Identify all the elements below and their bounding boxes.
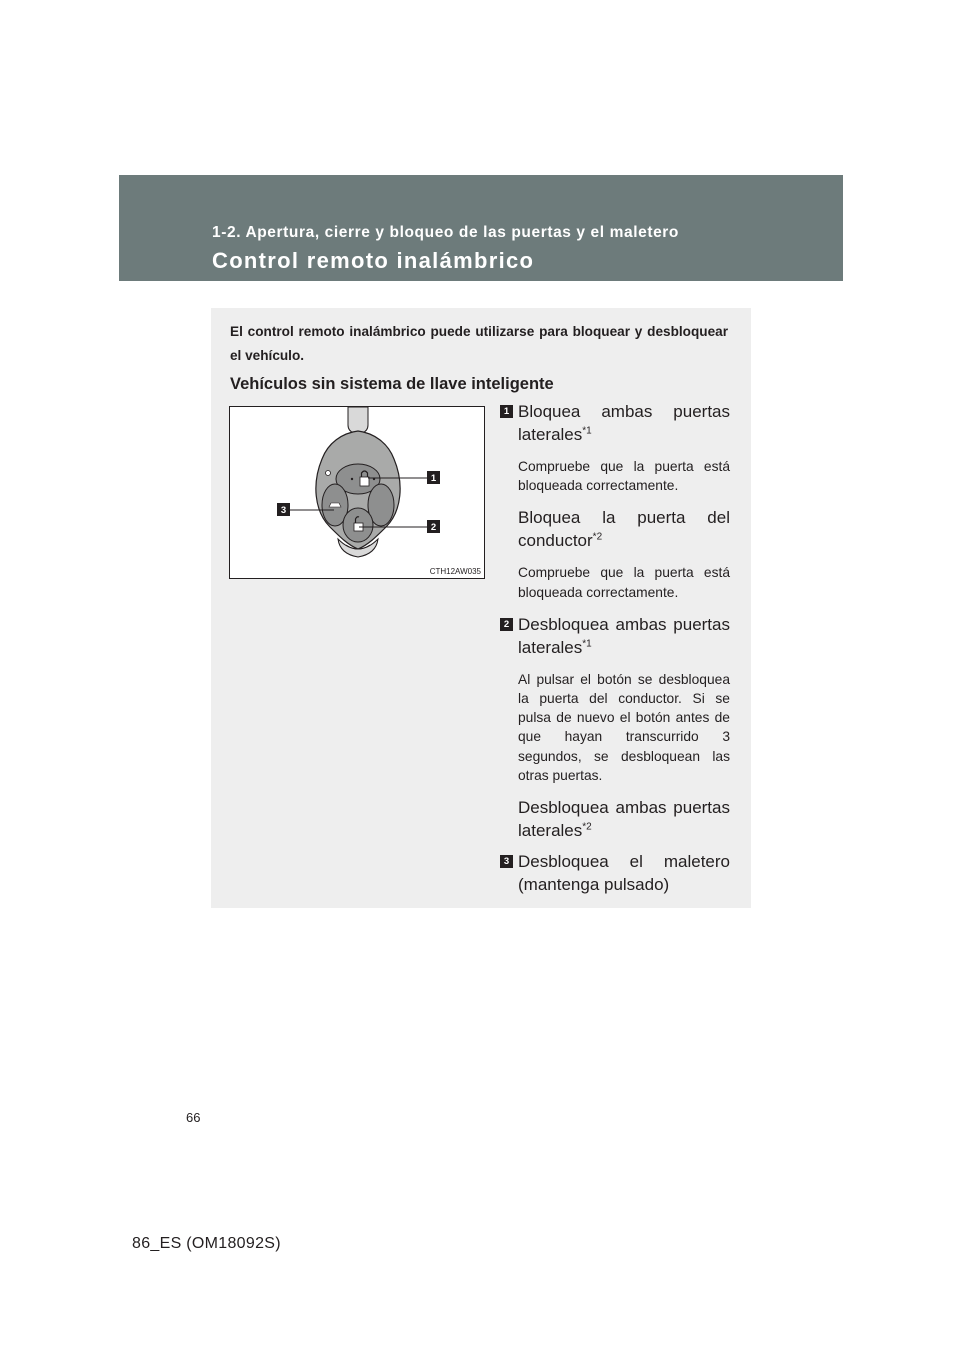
item-note: Compruebe que la puerta está bloqueada correctamente. bbox=[518, 459, 730, 494]
list-item bbox=[500, 613, 730, 842]
item-number-badge: 1 bbox=[500, 405, 513, 418]
item-title: Bloquea ambas puertas laterales$^{*1}$ bbox=[518, 402, 730, 444]
remote-key-illustration bbox=[230, 407, 484, 578]
page-title: Control remoto inalámbrico bbox=[212, 248, 535, 273]
intro-text: El control remoto inalámbrico puede utilizarse para bloquear y desbloquear el vehículo. bbox=[230, 324, 728, 363]
item-title: Desbloquea el maletero (mantenga pulsado) bbox=[518, 852, 730, 895]
list-item bbox=[500, 850, 730, 896]
content-box bbox=[211, 308, 751, 908]
item-number-badge: 2 bbox=[500, 618, 513, 631]
chapter-header bbox=[119, 175, 843, 281]
page-number: 66 bbox=[186, 1110, 201, 1125]
section-label: 1-2. Apertura, cierre y bloqueo de las puertas y el maletero bbox=[212, 224, 680, 241]
remote-key-figure bbox=[229, 406, 485, 579]
svg-text:2: 2 bbox=[430, 522, 437, 533]
subheading: Vehículos sin sistema de llave inteligente bbox=[230, 375, 554, 393]
figure-code: CTH12AW035 bbox=[429, 567, 481, 576]
item-title: Desbloquea ambas puertas laterales$^{*1}$ bbox=[518, 614, 730, 657]
button-descriptions bbox=[500, 400, 730, 896]
svg-text:3: 3 bbox=[280, 505, 287, 516]
list-item bbox=[500, 400, 730, 602]
item-number-badge: 3 bbox=[500, 855, 513, 868]
svg-text:1: 1 bbox=[430, 473, 437, 484]
document-id: 86_ES (OM18092S) bbox=[132, 1235, 281, 1252]
item-note: Al pulsar el botón se desbloquea la puerta del conductor. Si se pulsa de nuevo el botón antes de que hayan transcurrido 3 segundos, se desbloquean las otras puertas. bbox=[518, 671, 730, 783]
item-title: Bloquea la puerta del conductor$^{*2}$ bbox=[518, 508, 730, 551]
item-title: Desbloquea ambas puertas laterales$^{*2}$ bbox=[518, 798, 730, 841]
item-note: Compruebe que la puerta está bloqueada correctamente. bbox=[518, 565, 730, 600]
